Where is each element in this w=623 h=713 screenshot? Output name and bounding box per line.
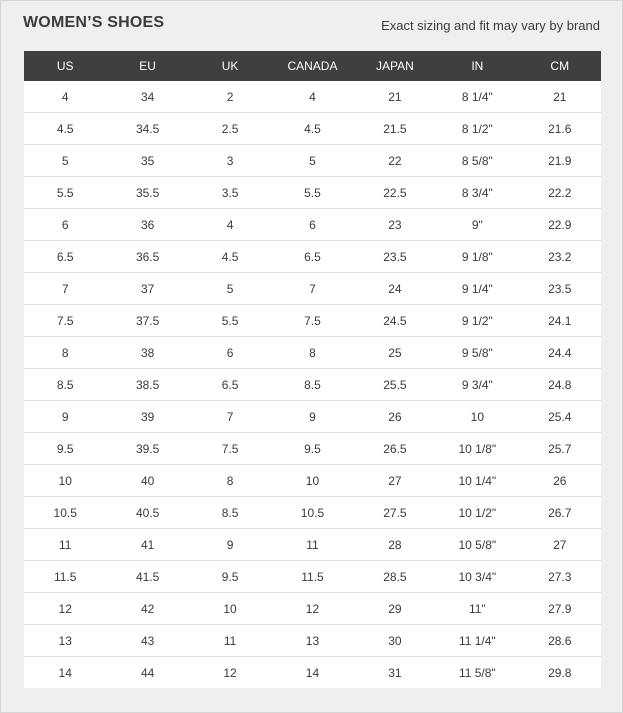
- cell-eu: 37: [106, 273, 188, 305]
- cell-japan: 23: [354, 209, 436, 241]
- cell-in: 8 5/8": [436, 145, 518, 177]
- cell-us: 4.5: [24, 113, 106, 145]
- table-row: [24, 593, 601, 625]
- cell-canada: 5.5: [271, 177, 353, 209]
- cell-eu: 38.5: [106, 369, 188, 401]
- cell-in: 10 1/2": [436, 497, 518, 529]
- cell-uk: 7.5: [189, 433, 271, 465]
- cell-cm: 24.8: [519, 369, 601, 401]
- cell-cm: 27.9: [519, 593, 601, 625]
- cell-us: 11.5: [24, 561, 106, 593]
- cell-in: 10: [436, 401, 518, 433]
- cell-canada: 7.5: [271, 305, 353, 337]
- column-header-in: IN: [436, 51, 518, 81]
- cell-us: 4: [24, 81, 106, 113]
- column-header-uk: UK: [189, 51, 271, 81]
- cell-japan: 23.5: [354, 241, 436, 273]
- cell-us: 13: [24, 625, 106, 657]
- cell-eu: 41.5: [106, 561, 188, 593]
- cell-us: 10.5: [24, 497, 106, 529]
- cell-uk: 4: [189, 209, 271, 241]
- cell-us: 14: [24, 657, 106, 689]
- cell-eu: 35: [106, 145, 188, 177]
- cell-cm: 22.9: [519, 209, 601, 241]
- cell-eu: 44: [106, 657, 188, 689]
- cell-in: 10 5/8": [436, 529, 518, 561]
- cell-uk: 8: [189, 465, 271, 497]
- cell-eu: 41: [106, 529, 188, 561]
- cell-uk: 9.5: [189, 561, 271, 593]
- cell-in: 9": [436, 209, 518, 241]
- column-header-canada: CANADA: [271, 51, 353, 81]
- cell-eu: 39.5: [106, 433, 188, 465]
- cell-eu: 42: [106, 593, 188, 625]
- table-row: [24, 273, 601, 305]
- cell-japan: 24.5: [354, 305, 436, 337]
- cell-cm: 23.5: [519, 273, 601, 305]
- cell-us: 5.5: [24, 177, 106, 209]
- cell-canada: 12: [271, 593, 353, 625]
- cell-uk: 10: [189, 593, 271, 625]
- cell-canada: 13: [271, 625, 353, 657]
- cell-us: 6: [24, 209, 106, 241]
- cell-cm: 29.8: [519, 657, 601, 689]
- cell-us: 12: [24, 593, 106, 625]
- cell-uk: 8.5: [189, 497, 271, 529]
- column-header-cm: CM: [519, 51, 601, 81]
- table-row: [24, 529, 601, 561]
- cell-cm: 24.1: [519, 305, 601, 337]
- cell-us: 7.5: [24, 305, 106, 337]
- cell-uk: 6: [189, 337, 271, 369]
- cell-eu: 36.5: [106, 241, 188, 273]
- cell-cm: 27: [519, 529, 601, 561]
- cell-canada: 14: [271, 657, 353, 689]
- cell-cm: 25.7: [519, 433, 601, 465]
- cell-in: 11": [436, 593, 518, 625]
- cell-japan: 25.5: [354, 369, 436, 401]
- cell-eu: 39: [106, 401, 188, 433]
- cell-eu: 40: [106, 465, 188, 497]
- cell-cm: 25.4: [519, 401, 601, 433]
- cell-cm: 23.2: [519, 241, 601, 273]
- cell-japan: 26.5: [354, 433, 436, 465]
- cell-japan: 28: [354, 529, 436, 561]
- cell-cm: 21.6: [519, 113, 601, 145]
- cell-uk: 2.5: [189, 113, 271, 145]
- header-row: [24, 51, 601, 81]
- cell-japan: 21: [354, 81, 436, 113]
- cell-canada: 4: [271, 81, 353, 113]
- table-header: [24, 51, 601, 81]
- table-row: [24, 337, 601, 369]
- cell-in: 8 1/2": [436, 113, 518, 145]
- cell-in: 9 1/8": [436, 241, 518, 273]
- cell-in: 11 1/4": [436, 625, 518, 657]
- cell-uk: 12: [189, 657, 271, 689]
- cell-eu: 34.5: [106, 113, 188, 145]
- cell-us: 7: [24, 273, 106, 305]
- cell-eu: 34: [106, 81, 188, 113]
- cell-canada: 7: [271, 273, 353, 305]
- size-table: [24, 51, 601, 688]
- cell-eu: 36: [106, 209, 188, 241]
- cell-cm: 27.3: [519, 561, 601, 593]
- cell-in: 8 3/4": [436, 177, 518, 209]
- cell-japan: 22.5: [354, 177, 436, 209]
- cell-eu: 38: [106, 337, 188, 369]
- cell-japan: 27.5: [354, 497, 436, 529]
- table-row: [24, 177, 601, 209]
- cell-uk: 3: [189, 145, 271, 177]
- table-row: [24, 433, 601, 465]
- cell-eu: 37.5: [106, 305, 188, 337]
- table-row: [24, 625, 601, 657]
- table-row: [24, 497, 601, 529]
- cell-cm: 21.9: [519, 145, 601, 177]
- cell-uk: 5: [189, 273, 271, 305]
- cell-cm: 24.4: [519, 337, 601, 369]
- cell-canada: 6.5: [271, 241, 353, 273]
- cell-eu: 43: [106, 625, 188, 657]
- cell-uk: 3.5: [189, 177, 271, 209]
- cell-in: 9 1/2": [436, 305, 518, 337]
- cell-eu: 35.5: [106, 177, 188, 209]
- table-row: [24, 657, 601, 689]
- column-header-japan: JAPAN: [354, 51, 436, 81]
- cell-canada: 10.5: [271, 497, 353, 529]
- table-row: [24, 81, 601, 113]
- column-header-eu: EU: [106, 51, 188, 81]
- cell-canada: 8.5: [271, 369, 353, 401]
- cell-us: 8.5: [24, 369, 106, 401]
- cell-uk: 9: [189, 529, 271, 561]
- cell-cm: 22.2: [519, 177, 601, 209]
- cell-us: 9: [24, 401, 106, 433]
- cell-in: 9 3/4": [436, 369, 518, 401]
- cell-cm: 26: [519, 465, 601, 497]
- table-row: [24, 401, 601, 433]
- cell-canada: 8: [271, 337, 353, 369]
- table-row: [24, 369, 601, 401]
- cell-japan: 26: [354, 401, 436, 433]
- cell-in: 10 1/4": [436, 465, 518, 497]
- cell-japan: 28.5: [354, 561, 436, 593]
- cell-canada: 9.5: [271, 433, 353, 465]
- cell-canada: 11.5: [271, 561, 353, 593]
- cell-uk: 7: [189, 401, 271, 433]
- cell-us: 8: [24, 337, 106, 369]
- table-row: [24, 113, 601, 145]
- cell-japan: 21.5: [354, 113, 436, 145]
- cell-japan: 29: [354, 593, 436, 625]
- cell-us: 10: [24, 465, 106, 497]
- cell-japan: 25: [354, 337, 436, 369]
- cell-uk: 4.5: [189, 241, 271, 273]
- cell-uk: 2: [189, 81, 271, 113]
- cell-uk: 6.5: [189, 369, 271, 401]
- column-header-us: US: [24, 51, 106, 81]
- cell-japan: 22: [354, 145, 436, 177]
- cell-eu: 40.5: [106, 497, 188, 529]
- cell-japan: 24: [354, 273, 436, 305]
- cell-cm: 26.7: [519, 497, 601, 529]
- cell-japan: 31: [354, 657, 436, 689]
- table-row: [24, 561, 601, 593]
- cell-in: 11 5/8": [436, 657, 518, 689]
- table-row: [24, 145, 601, 177]
- cell-cm: 28.6: [519, 625, 601, 657]
- cell-us: 9.5: [24, 433, 106, 465]
- table-row: [24, 465, 601, 497]
- sizing-note: Exact sizing and fit may vary by brand: [381, 18, 600, 33]
- cell-us: 5: [24, 145, 106, 177]
- cell-us: 6.5: [24, 241, 106, 273]
- table-row: [24, 305, 601, 337]
- cell-canada: 5: [271, 145, 353, 177]
- cell-canada: 9: [271, 401, 353, 433]
- cell-in: 9 1/4": [436, 273, 518, 305]
- cell-japan: 27: [354, 465, 436, 497]
- cell-japan: 30: [354, 625, 436, 657]
- cell-uk: 5.5: [189, 305, 271, 337]
- cell-uk: 11: [189, 625, 271, 657]
- cell-in: 8 1/4": [436, 81, 518, 113]
- table-row: [24, 209, 601, 241]
- table-body: [24, 81, 601, 688]
- cell-cm: 21: [519, 81, 601, 113]
- table-row: [24, 241, 601, 273]
- chart-title: WOMEN’S SHOES: [23, 14, 165, 31]
- cell-in: 10 3/4": [436, 561, 518, 593]
- cell-canada: 4.5: [271, 113, 353, 145]
- cell-canada: 6: [271, 209, 353, 241]
- cell-in: 10 1/8": [436, 433, 518, 465]
- cell-canada: 10: [271, 465, 353, 497]
- cell-us: 11: [24, 529, 106, 561]
- cell-in: 9 5/8": [436, 337, 518, 369]
- cell-canada: 11: [271, 529, 353, 561]
